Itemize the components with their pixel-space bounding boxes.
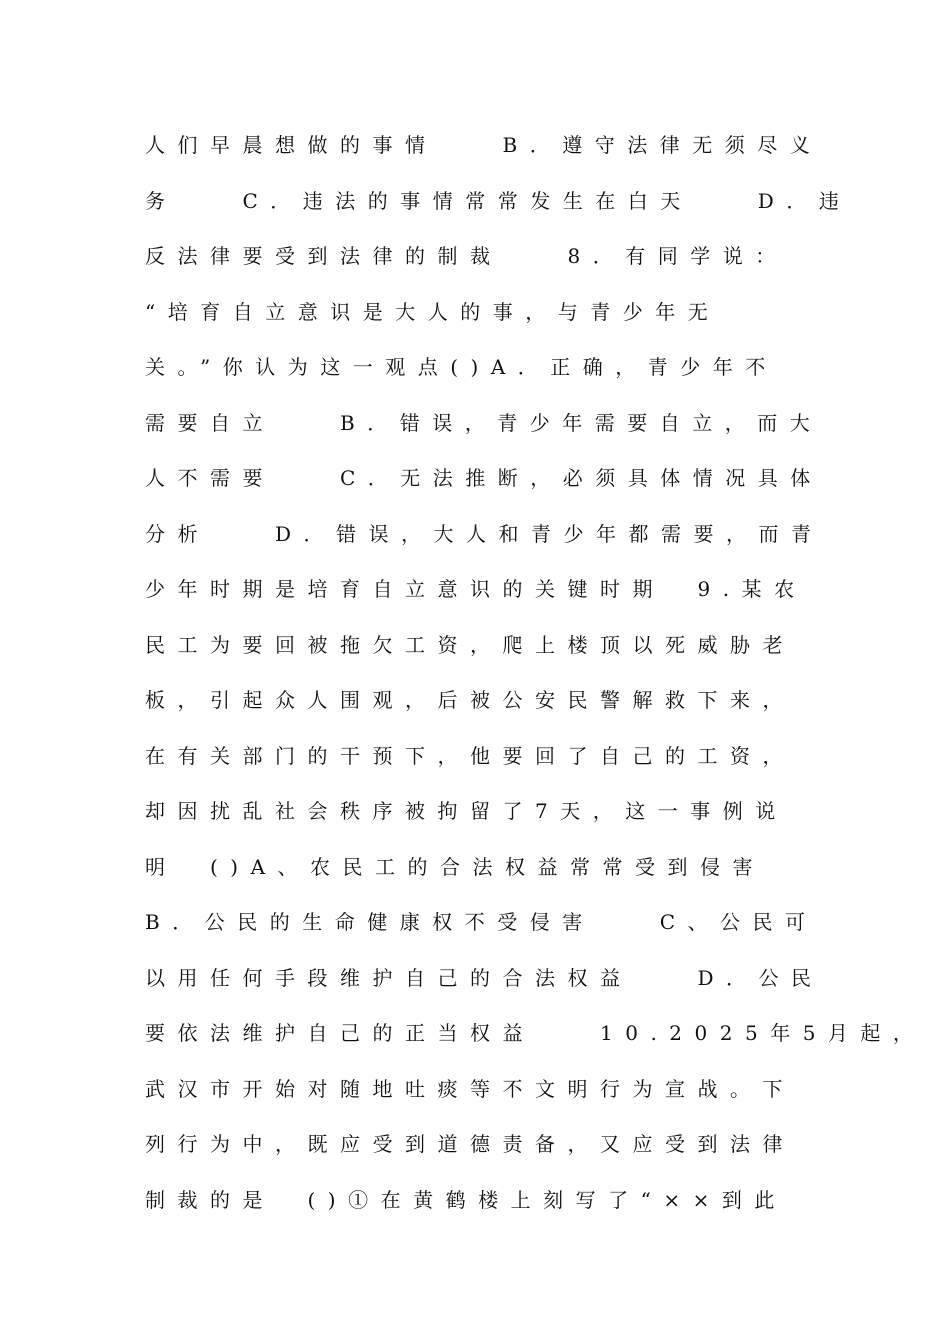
text-line: 分析 D．错误，大人和青少年都需要，而青 [145, 521, 824, 546]
text-line: 以用任何手段维护自己的合法权益 D．公民 [145, 965, 824, 990]
text-line: 板，引起众人围观，后被公安民警解救下来， [145, 688, 795, 712]
text-line: 关。”你认为这一观点()A．正确，青少年不 [145, 355, 778, 379]
text-line: 需要自立 B．错误，青少年需要自立，而大 [145, 410, 823, 435]
text-line: 少年时期是培育自立意识的关键时期 9.某农 [145, 577, 807, 601]
text-line: 明 ()A、农民工的合法权益常常受到侵害 [145, 854, 766, 879]
text-line: “培育自立意识是大人的事，与青少年无 [145, 299, 721, 324]
text-line: 制裁的是 ()①在黄鹤楼上刻写了“××到此 [145, 1187, 787, 1212]
text-line: 务 C．违法的事情常常发生在白天 D．违 [145, 188, 852, 213]
text-line: 列行为中，既应受到道德责备，又应受到法律 [145, 1132, 795, 1156]
text-line: 在有关部门的干预下，他要回了自己的工资， [145, 743, 795, 768]
text-line: 人们早晨想做的事情 B．遵守法律无须尽义 [145, 133, 823, 157]
text-line: 人不需要 C．无法推断，必须具体情况具体 [145, 466, 823, 490]
text-line: 要依法维护自己的正当权益 10.2025年5月起， [145, 1021, 926, 1045]
document-body [145, 128, 926, 1238]
text-line: 民工为要回被拖欠工资，爬上楼顶以死威胁老 [145, 632, 795, 657]
text-line: B．公民的生命健康权不受侵害 C、公民可 [145, 910, 818, 934]
text-line: 却因扰乱社会秩序被拘留了7天，这一事例说 [145, 799, 788, 823]
text-line: 武汉市开始对随地吐痰等不文明行为宣战。下 [145, 1076, 795, 1101]
text-line: 反法律要受到法律的制裁 8．有同学说： [145, 244, 788, 268]
